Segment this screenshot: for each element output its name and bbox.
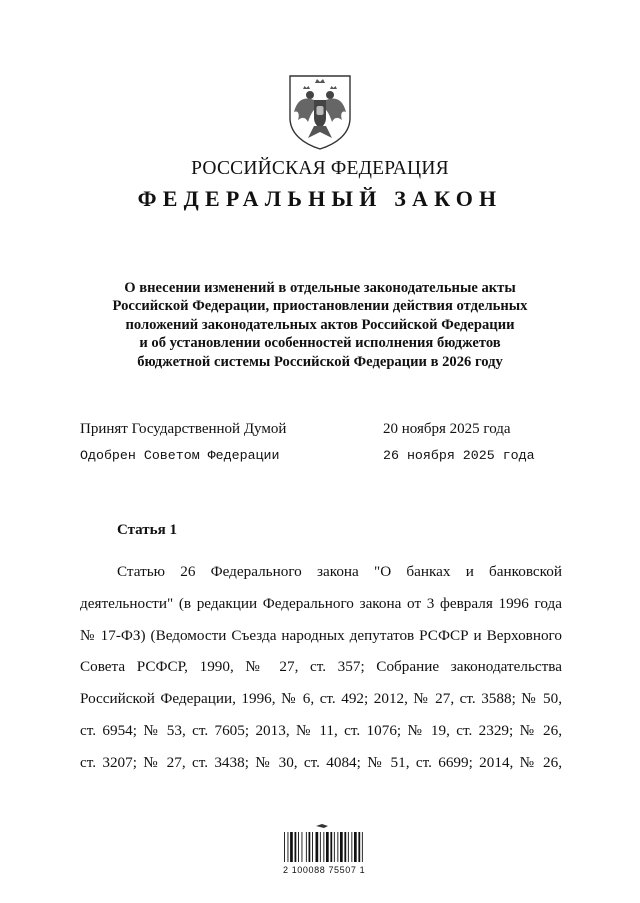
council-approval-date: 26 ноября 2025 года [383, 448, 535, 463]
law-title-line: О внесении изменений в отдельные законодательные акты [124, 280, 516, 296]
article-text-line: Статью 26 Федерального закона "О банках и банковской [117, 563, 562, 580]
article-text-line: ст. 6954; № 53, ст. 7605; 2013, № 11, ст. 1076; № 19, ст. 2329; № 26, [80, 721, 562, 739]
council-approval-label: Одобрен Советом Федерации [80, 448, 280, 463]
article-text-line: Российской Федерации, 1996, № 6, ст. 492; 2012, № 27, ст. 3588; № 50, [80, 690, 562, 708]
article-text [80, 556, 562, 779]
article-heading: Статья 1 [117, 522, 177, 538]
law-title-line: положений законодательных актов Российской Федерации [125, 316, 515, 333]
country-name: РОССИЙСКАЯ ФЕДЕРАЦИЯ [191, 158, 449, 179]
document-type: ФЕДЕРАЛЬНЫЙ ЗАКОН [137, 186, 503, 211]
law-title-line: и об установлении особенностей исполнения бюджетов [139, 335, 501, 352]
russian-coat-of-arms-icon [284, 72, 356, 152]
article-text-line: деятельности" (в редакции Федерального закона от 3 февраля 1996 года [80, 594, 562, 612]
law-title-line: бюджетной системы Российской Федерации в 2026 году [137, 353, 503, 370]
article-text-line: № 17-ФЗ) (Ведомости Съезда народных депутатов РСФСР и Верховного [80, 626, 562, 644]
article-text-line: Совета РСФСР, 1990, № 27, ст. 357; Собрание законодательства [80, 658, 562, 676]
duma-adoption-label: Принят Государственной Думой [80, 421, 287, 437]
barcode-number: 2 100088 75507 1 [283, 865, 366, 875]
article-text-line: ст. 3207; № 27, ст. 3438; № 30, ст. 4084; № 51, ст. 6699; 2014, № 26, [80, 753, 562, 771]
law-title-line: Российской Федерации, приостановлении действия отдельных [112, 298, 528, 315]
duma-adoption-date: 20 ноября 2025 года [383, 421, 511, 437]
law-title [60, 279, 580, 371]
